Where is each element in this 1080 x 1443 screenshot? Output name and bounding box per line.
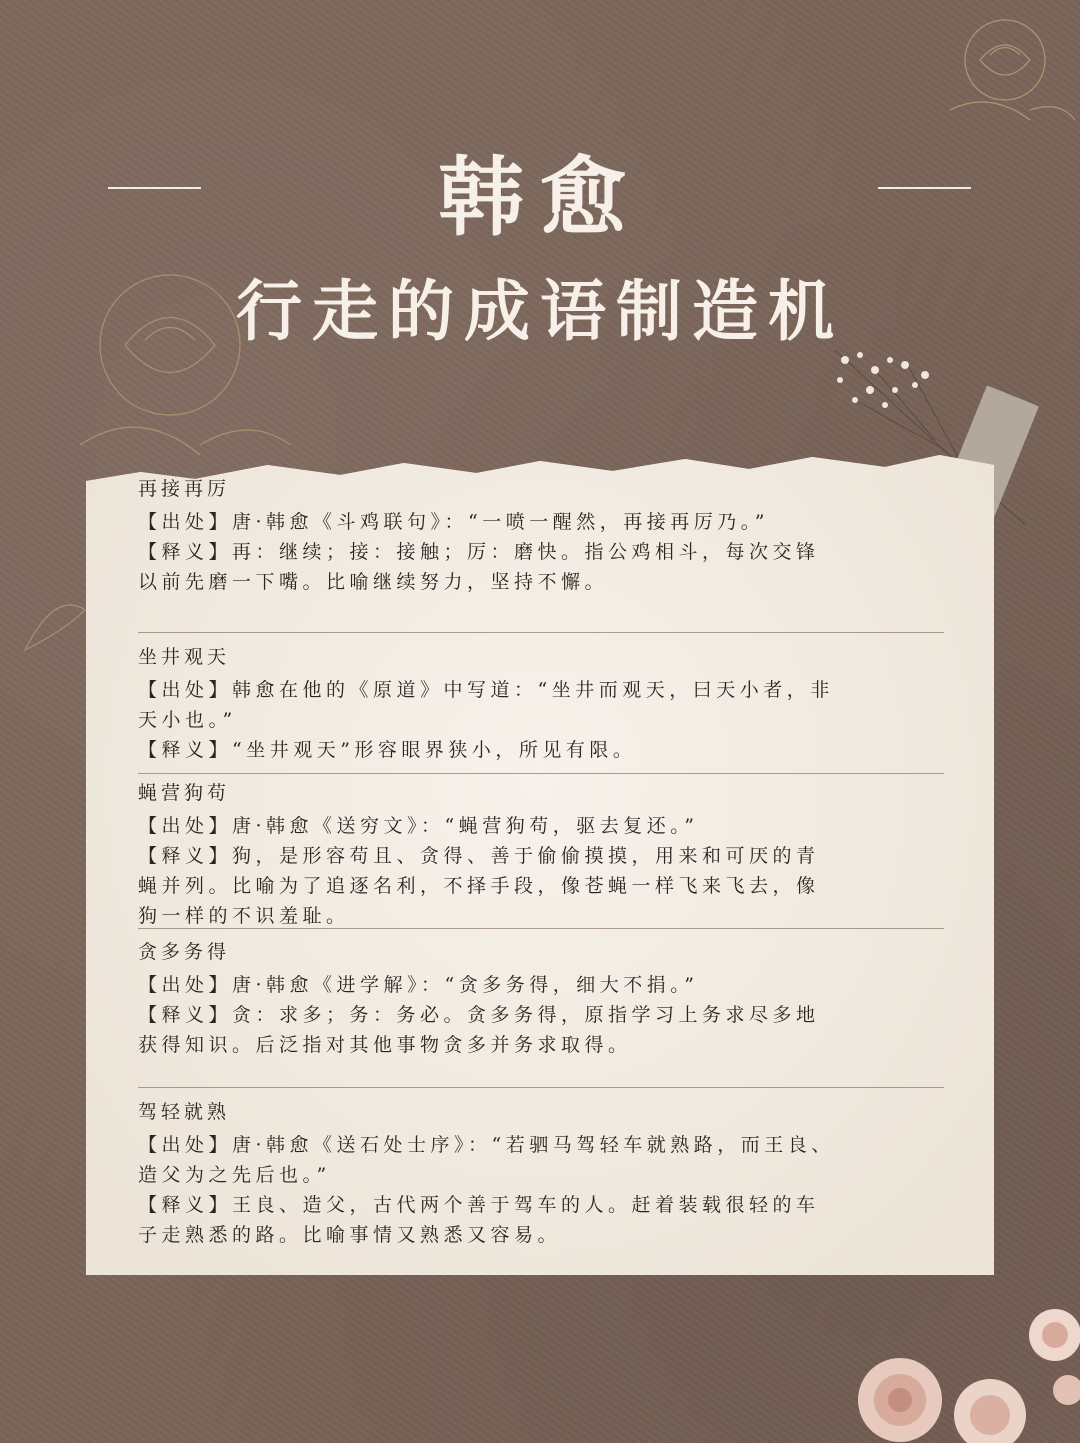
rose-flowers-icon xyxy=(840,1295,1080,1443)
page-title: 韩愈 xyxy=(438,147,642,248)
idiom-name: 再接再厉 xyxy=(138,478,231,500)
idiom-name: 贪多务得 xyxy=(138,941,231,963)
idiom-line: 【释义】贪：求多；务：务必。贪多务得，原指学习上务求尽多地 xyxy=(138,1004,820,1026)
rose-outline-top-right xyxy=(930,0,1080,140)
idiom-entry xyxy=(138,1097,938,1250)
rose-outline-left-lower xyxy=(20,580,90,660)
idiom-line: 狗一样的不识羞耻。 xyxy=(138,905,350,927)
idiom-line: 【出处】韩愈在他的《原道》中写道：“坐井而观天，曰天小者，非 xyxy=(138,679,834,701)
idiom-line: 【释义】王良、造父，古代两个善于驾车的人。赶着装载很轻的车 xyxy=(138,1194,820,1216)
divider xyxy=(138,773,944,774)
idiom-name: 坐井观天 xyxy=(138,646,231,668)
idiom-line: 【出处】唐·韩愈《送穷文》：“蝇营狗苟，驱去复还。” xyxy=(138,815,699,837)
idiom-line: 获得知识。后泛指对其他事物贪多并务求取得。 xyxy=(138,1034,632,1056)
idiom-line: 蝇并列。比喻为了追逐名利，不择手段，像苍蝇一样飞来飞去，像 xyxy=(138,875,820,897)
idiom-line: 【出处】唐·韩愈《送石处士序》：“若驷马驾轻车就熟路，而王良、 xyxy=(138,1134,835,1156)
idiom-entry xyxy=(138,778,938,931)
idiom-name: 蝇营狗苟 xyxy=(138,782,231,804)
idiom-name: 驾轻就熟 xyxy=(138,1101,231,1123)
divider xyxy=(138,632,944,633)
idiom-entry xyxy=(138,642,938,765)
idiom-line: 以前先磨一下嘴。比喻继续努力，坚持不懈。 xyxy=(138,571,609,593)
idiom-line: 子走熟悉的路。比喻事情又熟悉又容易。 xyxy=(138,1224,562,1246)
idiom-line: 【出处】唐·韩愈《进学解》：“贪多务得，细大不捐。” xyxy=(138,974,699,996)
divider xyxy=(138,1087,944,1088)
idiom-line: 【释义】“坐井观天”形容眼界狭小，所见有限。 xyxy=(138,739,637,761)
idiom-line: 【释义】再：继续；接：接触；厉：磨快。指公鸡相斗，每次交锋 xyxy=(138,541,820,563)
idiom-line: 造父为之先后也。” xyxy=(138,1164,331,1186)
page-subtitle: 行走的成语制造机 xyxy=(236,272,844,350)
idiom-line: 天小也。” xyxy=(138,709,237,731)
idiom-line: 【释义】狗，是形容苟且、贪得、善于偷偷摸摸，用来和可厌的青 xyxy=(138,845,820,867)
idiom-entry xyxy=(138,474,938,597)
idiom-line: 【出处】唐·韩愈《斗鸡联句》：“一喷一醒然，再接再厉乃。” xyxy=(138,511,769,533)
idiom-entry xyxy=(138,937,938,1060)
divider xyxy=(138,928,944,929)
